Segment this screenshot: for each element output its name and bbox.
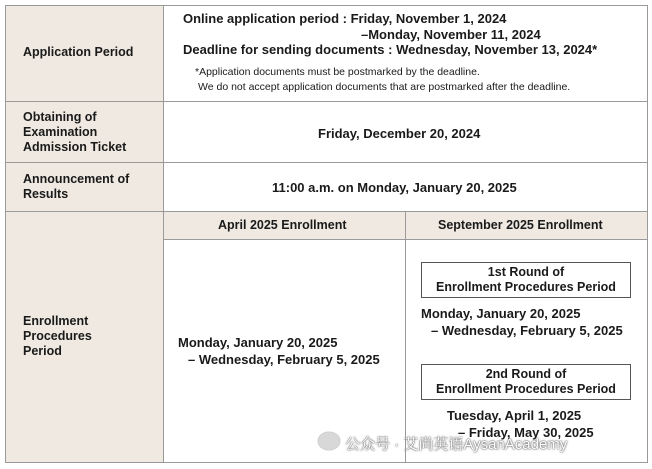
postmark-note: *Application documents must be postmarked by the deadline. [195, 66, 480, 78]
grid-line [405, 211, 406, 463]
grid-line [5, 162, 648, 163]
grid-line [647, 5, 648, 463]
second-round-end: – Friday, May 30, 2025 [458, 425, 594, 440]
application-period-label: Application Period [23, 45, 134, 59]
second-round-start: Tuesday, April 1, 2025 [447, 408, 582, 423]
april-period-start: Monday, January 20, 2025 [178, 335, 338, 350]
grid-line [5, 101, 648, 102]
grid-line [163, 5, 164, 463]
watermark-text: 公众号 · 艾尚英语AysanAcademy [345, 436, 568, 453]
enrollment-label: Enrollment Procedures Period [23, 314, 92, 358]
results-date: 11:00 a.m. on Monday, January 20, 2025 [272, 180, 517, 195]
first-round-end: – Wednesday, February 5, 2025 [431, 323, 623, 338]
online-application-period: Online application period : Friday, November 1, 2024 [183, 11, 507, 26]
grid-line [5, 462, 648, 463]
ticket-label: Obtaining of Examination Admission Ticket [23, 110, 127, 154]
grid-line [5, 5, 6, 463]
second-round-box: 2nd Round of Enrollment Procedures Period [421, 364, 631, 400]
wechat-icon [318, 432, 340, 450]
grid-line [5, 211, 648, 212]
september-enrollment-header: September 2025 Enrollment [438, 218, 603, 232]
grid-line [5, 5, 648, 6]
document-deadline: Deadline for sending documents : Wednesday, November 13, 2024* [183, 42, 598, 57]
first-round-start: Monday, January 20, 2025 [421, 306, 581, 321]
online-application-end: –Monday, November 11, 2024 [361, 27, 541, 42]
april-period-end: – Wednesday, February 5, 2025 [188, 352, 380, 367]
postmark-note-2: We do not accept application documents that are postmarked after the deadline. [198, 81, 571, 93]
results-label: Announcement of Results [23, 172, 130, 201]
first-round-box: 1st Round of Enrollment Procedures Period [421, 262, 631, 298]
april-enrollment-header: April 2025 Enrollment [218, 218, 347, 232]
ticket-date: Friday, December 20, 2024 [318, 126, 481, 141]
